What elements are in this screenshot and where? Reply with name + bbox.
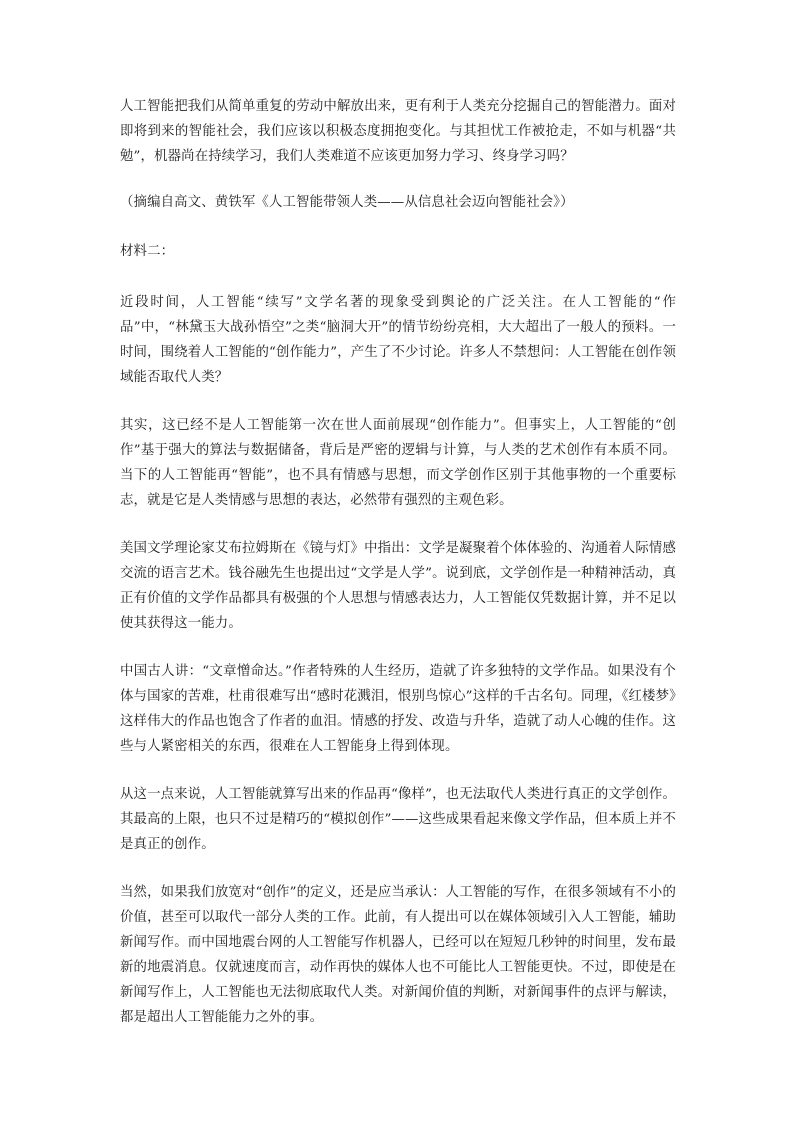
paragraph-ai-creation-ability: 其实，这已经不是人工智能第一次在世人面前展现“创作能力”。但事实上，人工智能的“创作”基于强大的算法与数据储备，背后是严密的逻辑与计算，与人类的艺术创作有本质不同。当下的人工智能再“智能”，也不具有情感与思想，而文学创作区别于其他事物的一个重要标志，就是它是人类情感与思想的表达，必然带有强烈的主观色彩。: [120, 418, 676, 508]
section-heading-material-two: 材料二：: [120, 244, 175, 259]
paragraph-news-writing: 当然，如果我们放宽对“创作”的定义，还是应当承认：人工智能的写作，在很多领域有不小的价值，甚至可以取代一部分人类的工作。此前，有人提出可以在媒体领域引入人工智能，辅助新闻写作。而中国地震台网的人工智能写作机器人，已经可以在短短几秒钟的时间里，发布最新的地震消息。仅就速度而言，动作再快的媒体人也不可能比人工智能更快。不过，即使是在新闻写作上，人工智能也无法彻底取代人类。对新闻价值的判断，对新闻事件的点评与解读，都是超出人工智能能力之外的事。: [120, 885, 676, 1025]
source-citation: （摘编自高文、黄铁军《人工智能带领人类——从信息社会迈向智能社会》）: [120, 195, 574, 210]
paragraph-literature-theory: 美国文学理论家艾布拉姆斯在《镜与灯》中指出：文学是凝聚着个体体验的、沟通着人际情感交流的语言艺术。钱谷融先生也提出过“文学是人学”。说到底，文学创作是一种精神活动，真正有价值的文学作品都具有极强的个人思想与情感表达力，人工智能仅凭数据计算，并不足以使其获得这一能力。: [120, 541, 676, 631]
document-page: [120, 94, 676, 1053]
paragraph-simulated-creation: 从这一点来说，人工智能就算写出来的作品再“像样”，也无法取代人类进行真正的文学创作。其最高的上限，也只不过是精巧的“模拟创作”——这些成果看起来像文学作品，但本质上并不是真正的创作。: [120, 787, 676, 852]
paragraph-ai-continuation-writing: 近段时间，人工智能“续写”文学名著的现象受到舆论的广泛关注。在人工智能的“作品”中，“林黛玉大战孙悟空”之类“脑洞大开”的情节纷纷亮相，大大超出了一般人的预料。一时间，围绕着人工智能的“创作能力”，产生了不少讨论。许多人不禁想问：人工智能在创作领域能否取代人类？: [120, 295, 676, 385]
paragraph-ancient-saying: 中国古人讲：“文章憎命达。”作者特殊的人生经历，造就了许多独特的文学作品。如果没有个体与国家的苦难，杜甫很难写出“感时花溅泪，恨别鸟惊心”这样的千古名句。同理，《红楼梦》这样伟大的作品也饱含了作者的血泪。情感的抒发、改造与升华，造就了动人心魄的佳作。这些与人紧密相关的东西，很难在人工智能身上得到体现。: [120, 664, 676, 754]
paragraph-material-one-conclusion: 人工智能把我们从简单重复的劳动中解放出来，更有利于人类充分挖掘自己的智能潜力。面对即将到来的智能社会，我们应该以积极态度拥抱变化。与其担忧工作被抢走，不如与机器“共勉”，机器尚在持续学习，我们人类难道不应该更加努力学习、终身学习吗？: [120, 99, 676, 164]
